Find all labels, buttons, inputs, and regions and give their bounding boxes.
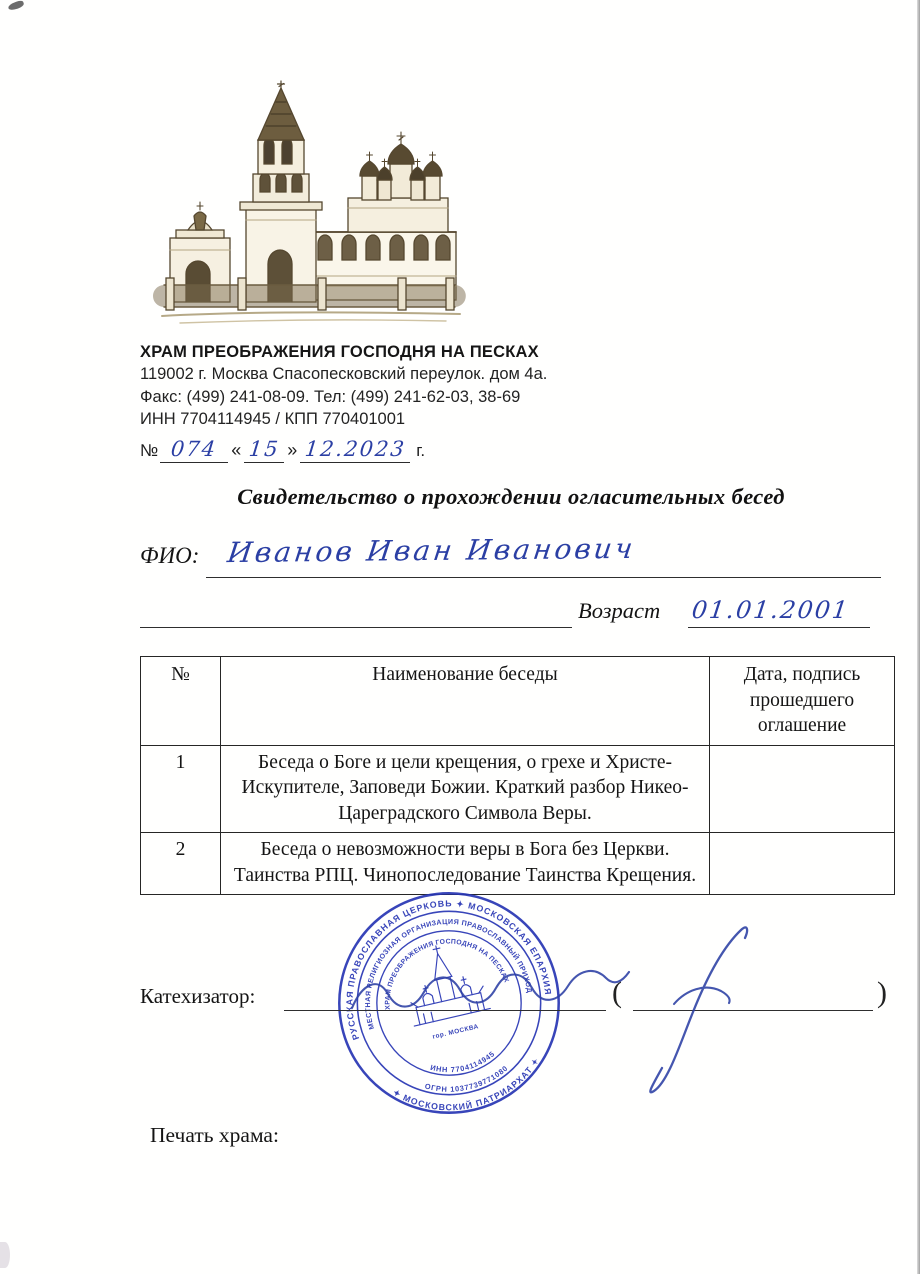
- seal-city-text: гор. МОСКВА: [431, 1023, 480, 1041]
- seal-outer-top-text: РУССКАЯ ПРАВОСЛАВНАЯ ЦЕРКОВЬ ✦ МОСКОВСКАЯ ЕПАРХИЯ: [344, 898, 554, 1042]
- row-topic: Беседа о невозможности веры в Бога без Церкви. Таинства РПЦ. Чинопоследование Таинства Крещения.: [221, 833, 710, 895]
- doc-day-field: [244, 438, 284, 463]
- letterhead: [140, 341, 660, 431]
- doc-day-value: 15: [247, 437, 281, 461]
- scan-smudge: [0, 1242, 10, 1268]
- talks-table: [140, 656, 895, 895]
- church-seal-stamp: [309, 863, 590, 1144]
- col-header-mark: Дата, подпись прошедшего оглашение: [710, 657, 895, 746]
- fio-continuation-underline: [140, 627, 572, 628]
- seal-outer-bottom-text: ✦ МОСКОВСКИЙ ПАТРИАРХАТ ✦: [391, 1055, 542, 1113]
- signature-underline: [633, 1010, 873, 1011]
- paren-open: (: [612, 976, 622, 1009]
- row-mark: [710, 833, 895, 895]
- scan-speck: [7, 0, 24, 11]
- seal-ogrn-text: ОГРН 1037739771080: [423, 1063, 510, 1094]
- close-quote: »: [287, 440, 298, 460]
- catechist-label: Катехизатор:: [140, 984, 256, 1008]
- age-label: Возраст: [578, 598, 661, 623]
- row-num: 2: [141, 833, 221, 895]
- fio-label: ФИО:: [140, 543, 200, 568]
- church-illustration: [150, 80, 472, 336]
- org-inn-kpp: ИНН 7704114945 / КПП 770401001: [140, 410, 406, 429]
- row-mark: [710, 745, 895, 833]
- year-suffix: г.: [416, 441, 426, 460]
- org-name: ХРАМ ПРЕОБРАЖЕНИЯ ГОСПОДНЯ НА ПЕСКАХ: [140, 343, 539, 361]
- doc-number-prefix: №: [140, 441, 159, 460]
- open-quote: «: [231, 440, 242, 460]
- document-title: Свидетельство о прохождении огласительных бесед: [237, 484, 785, 509]
- age-underline: [688, 627, 870, 628]
- org-address: 119002 г. Москва Спасопесковский переулок. дом 4а.: [140, 365, 548, 384]
- seal-middle-top-text: МЕСТНАЯ РЕЛИГИОЗНАЯ ОРГАНИЗАЦИЯ ПРАВОСЛАВНЫЙ ПРИХОД: [363, 917, 534, 1031]
- age-handwritten-value: 01.01.2001: [690, 596, 852, 624]
- catechist-underline: [284, 1010, 606, 1011]
- col-header-num: №: [141, 657, 221, 746]
- table-row: [141, 745, 895, 833]
- doc-date-field: [300, 438, 410, 463]
- fio-underline: [206, 577, 881, 578]
- fio-handwritten-value: Иванов Иван Иванович: [225, 531, 638, 570]
- table-header-row: [141, 657, 895, 746]
- stamp-caption: Печать храма:: [150, 1123, 279, 1147]
- doc-date-value: 12.2023: [303, 437, 407, 461]
- col-header-topic: Наименование беседы: [221, 657, 710, 746]
- row-topic: Беседа о Боге и цели крещения, о грехе и Христе-Искупителе, Заповеди Божии. Краткий разбор Никео-Цареградского Символа Веры.: [221, 745, 710, 833]
- doc-number-field: [160, 438, 228, 463]
- org-contacts: Факс: (499) 241-08-09. Тел: (499) 241-62-03, 38-69: [140, 387, 521, 406]
- seal-inn-text: ИНН 7704114945: [429, 1049, 497, 1075]
- seal-inner-top-text: ХРАМ ПРЕОБРАЖЕНИЯ ГОСПОДНЯ НА ПЕСКАХ: [384, 938, 510, 1010]
- doc-number-value: 074: [169, 437, 219, 461]
- row-num: 1: [141, 745, 221, 833]
- paren-close: ): [877, 976, 887, 1009]
- doc-number-line: [140, 429, 660, 463]
